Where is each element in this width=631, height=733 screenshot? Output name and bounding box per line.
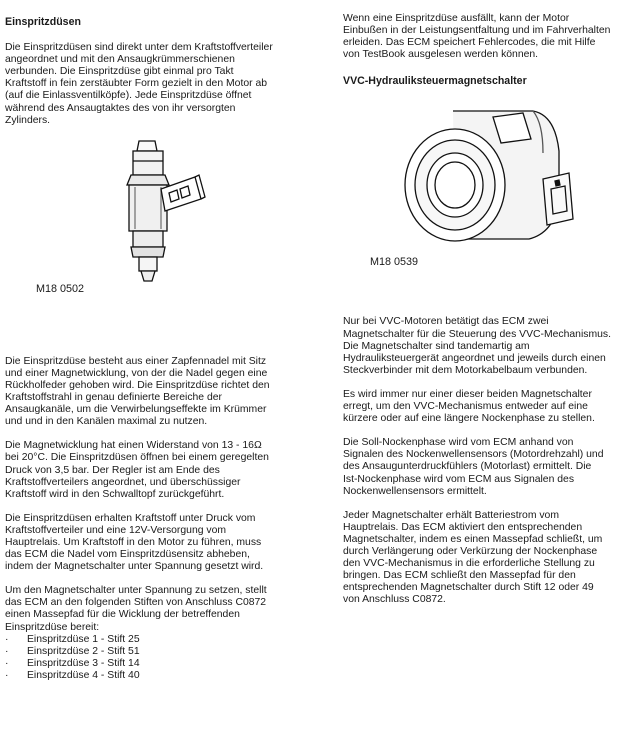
list-item: · Einspritzdüse 3 - Stift 14 [5,658,305,670]
list-item: · Einspritzdüse 1 - Stift 25 [5,634,305,646]
paragraph-injector-construction: Die Einspritzdüse besteht aus einer Zapfennadel mit Sitz und einer Magnetwicklung, von der die Nadel gegen eine Rückholfeder gehoben wird. Die Einspritzdüse richtet den Kraftstoffstrahl in genau definierte Bereiche der Ansaugkanäle, um die Verwirbelungseffekte im Krümmer und und in den Kanälen maximal zu nutzen. [5,355,270,428]
paragraph-cam-phase: Die Soll-Nockenphase wird vom ECM anhand von Signalen des Nockenwellensensors (Motordrehzahl) und des Ansaugunterdruckfühlers (Motorlast) ermittelt. Die Ist-Nockenphase wird vom ECM aus Signalen des Nockenwellensensors ermittelt. [343,437,604,497]
paragraph-battery-supply: Jeder Magnetschalter erhält Batteriestrom vom Hauptrelais. Das ECM aktiviert den entsprechenden Magnetschalter, indem es einen Massepfad schließt, um durch Verlängerung oder Verkürzung der Nockenphase den VVC-Mechanismus in die erforderliche Stellung zu bringen. Das ECM schließt den Massepfad für den entsprechenden Magnetschalter durch Stift 12 oder 49 von Anschluss C0872. [343,509,603,606]
injector-pin-list [5,634,305,682]
figure-injector [5,127,305,317]
figure-solenoid [343,87,628,297]
left-column [5,0,305,682]
paragraph-coil-resistance: Die Magnetwicklung hat einen Widerstand von 13 - 16Ω bei 20°C. Die Einspritzdüsen öffnen bei einem geregelten Druck von 3,5 bar. Der Regler ist am Ende des Kraftstoffverteilers angeordnet, und überschüssiger Kraftstoff wird in den Schwalltopf zurückgeführt. [5,440,269,500]
solenoid-illustration [383,93,583,253]
paragraph-vvc-solenoids: Nur bei VVC-Motoren betätigt das ECM zwei Magnetschalter für die Steuerung des VVC-Mechanismus. Die Magnetschalter sind tandemartig am Hydrauliksteuergerät angeordnet und jeweils durch einen Steckverbinder mit dem Motorkabelbaum verbunden. [343,316,611,376]
figure-caption-solenoid: M18 0539 [370,256,419,269]
list-item: · Einspritzdüse 2 - Stift 51 [5,646,305,658]
paragraph-injectors-intro: Die Einspritzdüsen sind direkt unter dem Kraftstoffverteiler angeordnet und mit den Ansaugkrümmerschienen verbunden. Die Einspritzdüse gibt einmal pro Takt Kraftstoff in fein zerstäubter Form gezielt in den Motor ab (auf die Einlassventilköpfe). Jede Einspritzdüse öffnet während des Ansaugtaktes des von ihr versorgten Zylinders. [5,42,273,126]
section-heading-vvc: VVC-Hydrauliksteuermagnetschalter [343,75,527,88]
paragraph-vvc-energized: Es wird immer nur einer dieser beiden Magnetschalter erregt, um den VVC-Mechanismus entweder auf eine kürzere oder auf eine längere Nockenphase zu stellen. [343,388,595,425]
section-heading-injectors: Einspritzdüsen [5,16,81,28]
paragraph-injector-failure: Wenn eine Einspritzdüse ausfällt, kann der Motor Einbußen in der Leistungsentfaltung und im Fahrverhalten erleiden. Das ECM speichert Fehlercodes, die mit Hilfe von TestBook ausgelesen werden können. [343,13,611,61]
right-column [343,0,628,606]
list-item: · Einspritzdüse 4 - Stift 40 [5,670,305,682]
paragraph-ground-path: Um den Magnetschalter unter Spannung zu setzen, stellt das ECM an den folgenden Stiften von Anschluss C0872 einen Massepfad für die Wicklung der betreffenden Einspritzdüse bereit: [5,585,267,633]
paragraph-fuel-supply: Die Einspritzdüsen erhalten Kraftstoff unter Druck vom Kraftstoffverteiler und eine 12V-Versorgung vom Hauptrelais. Um Kraftstoff in den Motor zu führen, muss das ECM die Nadel vom Einspritzdüsensitz abheben, indem der Magnetschalter unter Spannung gesetzt wird. [5,512,264,573]
injector-illustration [117,137,237,287]
figure-caption-injector: M18 0502 [36,282,85,295]
